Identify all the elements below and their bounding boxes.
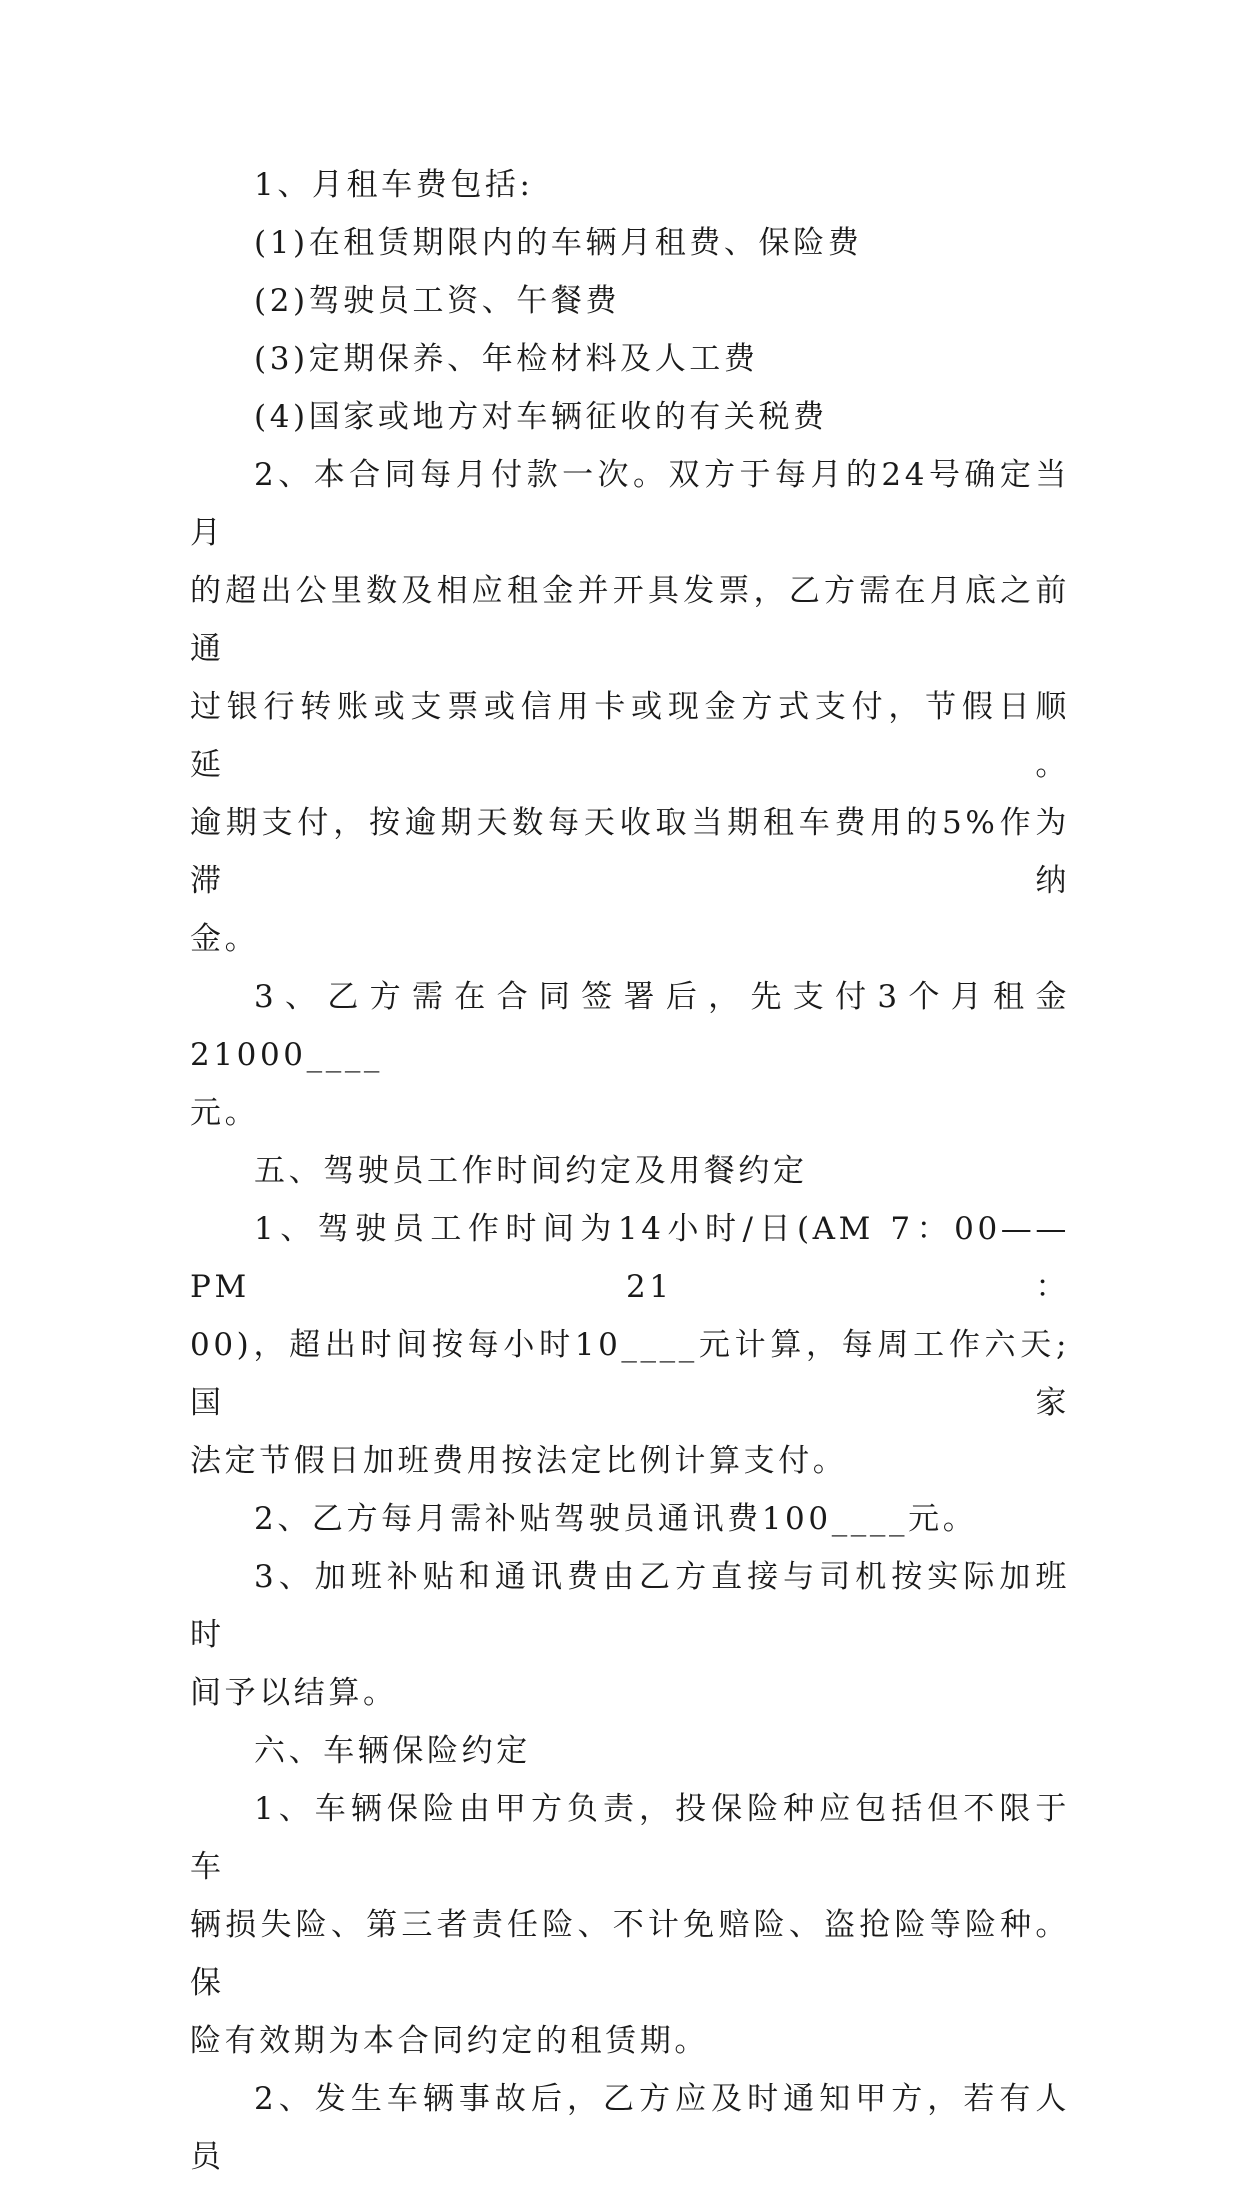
text-line: 1、驾驶员工作时间为14小时/日(AM 7：00——PM 21： [190, 1211, 1070, 1305]
section-heading [190, 1142, 1070, 1200]
section-heading [190, 1722, 1070, 1780]
paragraph-continuation [190, 1316, 1070, 1490]
paragraph [190, 446, 1070, 562]
text-line: 法定节假日加班费用按法定比例计算支付。 [190, 1443, 848, 1479]
paragraph-continuation [190, 1896, 1070, 2070]
text-line: 的超出公里数及相应租金并开具发票，乙方需在月底之前通 [190, 573, 1070, 667]
text-line: (4)国家或地方对车辆征收的有关税费 [254, 399, 828, 435]
text-line: 间予以结算。 [190, 1675, 398, 1711]
paragraph-continuation [190, 562, 1070, 968]
paragraph-continuation [190, 1664, 1070, 1722]
paragraph [190, 156, 1070, 214]
paragraph [190, 388, 1070, 446]
text-line: (1)在租赁期限内的车辆月租费、保险费 [254, 225, 863, 261]
text-line: 辆损失险、第三者责任险、不计免赔险、盗抢险等险种。保 [190, 1907, 1070, 2001]
text-line: 00)，超出时间按每小时10____元计算，每周工作六天;国家 [190, 1327, 1070, 1421]
text-line: 险有效期为本合同约定的租赁期。 [190, 2023, 709, 2059]
text-line: (2)驾驶员工资、午餐费 [254, 283, 621, 319]
text-line: 元。 [190, 1095, 260, 1131]
paragraph [190, 968, 1070, 1084]
text-line: 1、车辆保险由甲方负责，投保险种应包括但不限于车 [190, 1791, 1070, 1885]
paragraph [190, 2070, 1070, 2186]
document-body [190, 156, 1070, 2186]
paragraph [190, 1780, 1070, 1896]
text-line: 逾期支付，按逾期天数每天收取当期租车费用的5%作为滞纳 [190, 805, 1070, 899]
text-line: 六、车辆保险约定 [254, 1733, 531, 1769]
text-line: (3)定期保养、年检材料及人工费 [254, 341, 759, 377]
text-line: 金。 [190, 921, 260, 957]
text-line: 2、乙方每月需补贴驾驶员通讯费100____元。 [254, 1501, 978, 1537]
text-line: 五、驾驶员工作时间约定及用餐约定 [254, 1153, 808, 1189]
text-line: 过银行转账或支票或信用卡或现金方式支付，节假日顺延。 [190, 689, 1070, 783]
text-line: 2、发生车辆事故后，乙方应及时通知甲方，若有人员 [190, 2081, 1070, 2175]
paragraph [190, 272, 1070, 330]
paragraph [190, 214, 1070, 272]
paragraph [190, 330, 1070, 388]
paragraph [190, 1548, 1070, 1664]
text-line: 3、加班补贴和通讯费由乙方直接与司机按实际加班时 [190, 1559, 1070, 1653]
text-line: 1、月租车费包括: [254, 167, 534, 203]
text-line: 2、本合同每月付款一次。双方于每月的24号确定当月 [190, 457, 1070, 551]
paragraph [190, 1490, 1070, 1548]
paragraph [190, 1200, 1070, 1316]
paragraph-continuation [190, 1084, 1070, 1142]
text-line: 3、乙方需在合同签署后，先支付3个月租金21000____ [190, 979, 1070, 1073]
